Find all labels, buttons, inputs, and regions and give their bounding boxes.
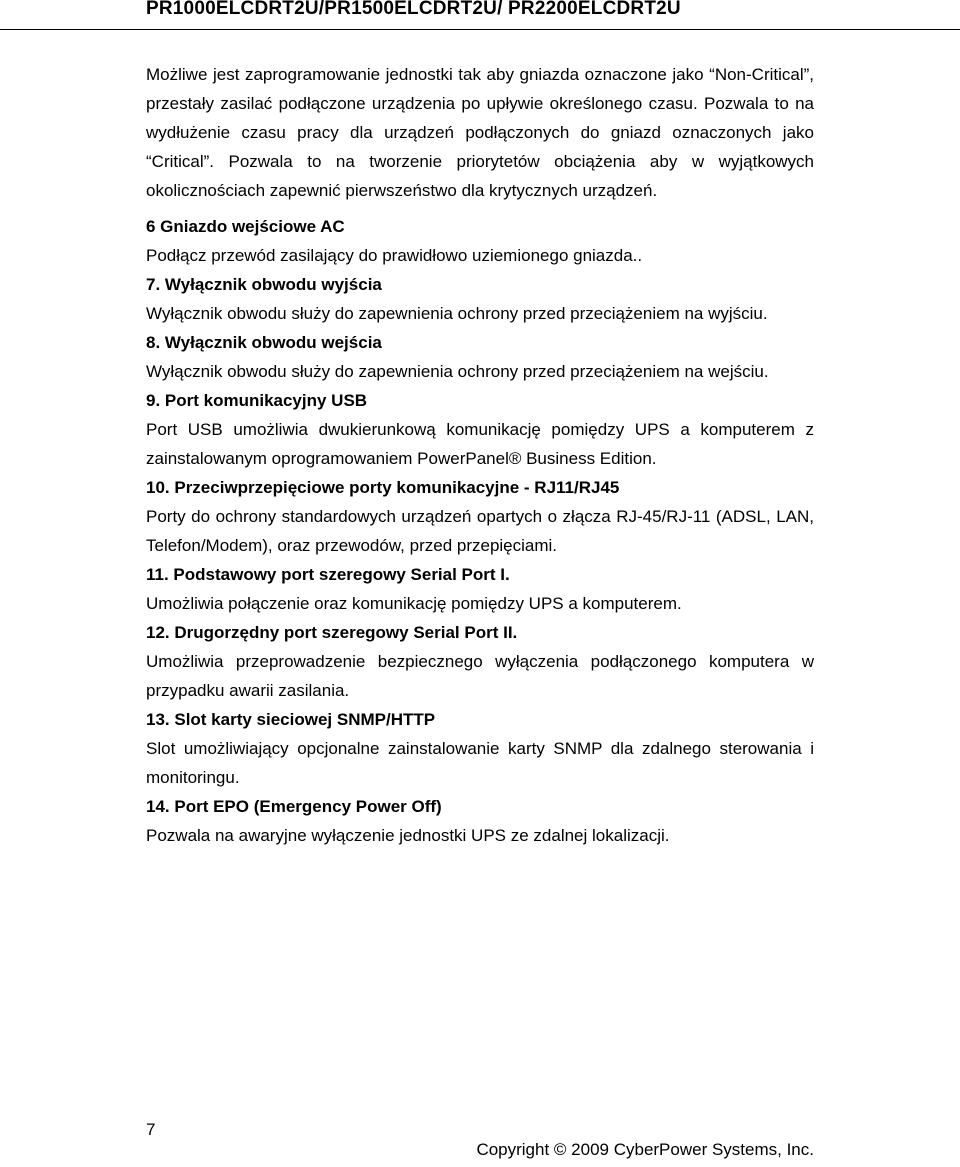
section-body-8: Wyłącznik obwodu służy do zapewnienia ochrony przed przeciążeniem na wejściu.	[146, 362, 769, 381]
section-body-6: Podłącz przewód zasilający do prawidłowo uziemionego gniazda..	[146, 246, 643, 265]
document-header: PR1000ELCDRT2U/PR1500ELCDRT2U/ PR2200ELCDRT2U	[146, 0, 681, 19]
section-heading-7: 7. Wyłącznik obwodu wyjścia	[146, 275, 382, 294]
section-heading-13: 13. Slot karty sieciowej SNMP/HTTP	[146, 710, 436, 729]
section-heading-10: 10. Przeciwprzepięciowe porty komunikacyjne - RJ11/RJ45	[146, 478, 620, 497]
section-heading-9: 9. Port komunikacyjny USB	[146, 391, 368, 410]
section-body-13: Slot umożliwiający opcjonalne zainstalowanie karty SNMP dla zdalnego sterowania i monitoringu.	[146, 739, 814, 787]
section-body-10: Porty do ochrony standardowych urządzeń opartych o złącza RJ-45/RJ-11 (ADSL, LAN, Telefon/Modem), oraz przewodów, przed przepięciami.	[146, 507, 814, 555]
page-number: 7	[146, 1120, 156, 1139]
section-body-14: Pozwala na awaryjne wyłączenie jednostki UPS ze zdalnej lokalizacji.	[146, 826, 670, 845]
section-heading-11: 11. Podstawowy port szeregowy Serial Port I.	[146, 565, 510, 584]
section-body-7: Wyłącznik obwodu służy do zapewnienia ochrony przed przeciążeniem na wyjściu.	[146, 304, 768, 323]
copyright-notice: Copyright © 2009 CyberPower Systems, Inc.	[476, 1140, 814, 1159]
section-heading-12: 12. Drugorzędny port szeregowy Serial Port II.	[146, 623, 518, 642]
intro-paragraph: Możliwe jest zaprogramowanie jednostki tak aby gniazda oznaczone jako “Non-Critical”, przestały zasilać podłączone urządzenia po upływie określonego czasu. Pozwala to na wydłużenie czasu pracy dla urządzeń podłączonych do gniazd oznaczonych jako “Critical”. Pozwala to na tworzenie priorytetów obciążenia aby w wyjątkowych okolicznościach zapewnić pierwszeństwo dla krytycznych urządzeń.	[146, 65, 814, 200]
section-body-11: Umożliwia połączenie oraz komunikację pomiędzy UPS a komputerem.	[146, 594, 682, 613]
section-heading-8: 8. Wyłącznik obwodu wejścia	[146, 333, 382, 352]
section-body-9: Port USB umożliwia dwukierunkową komunikację pomiędzy UPS a komputerem z zainstalowanym oprogramowaniem PowerPanel® Business Edition.	[146, 420, 814, 468]
document-body	[146, 60, 814, 850]
section-heading-14: 14. Port EPO (Emergency Power Off)	[146, 797, 442, 816]
header-divider	[0, 29, 960, 30]
section-heading-6: 6 Gniazdo wejściowe AC	[146, 217, 345, 236]
section-body-12: Umożliwia przeprowadzenie bezpiecznego wyłączenia podłączonego komputera w przypadku awarii zasilania.	[146, 652, 814, 700]
